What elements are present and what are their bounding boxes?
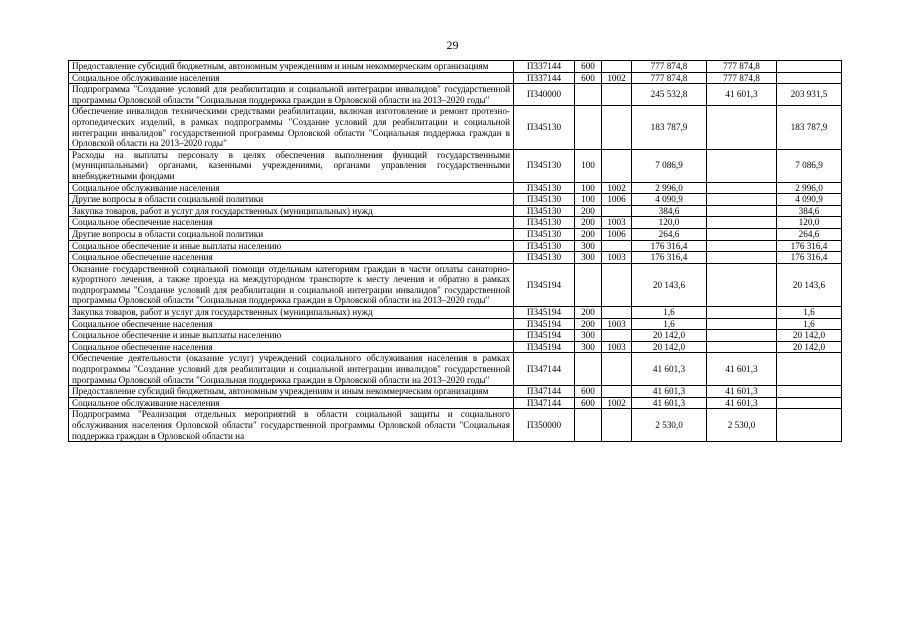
amount-third-cell [777, 61, 842, 73]
section-code-cell: 1006 [602, 228, 632, 240]
amount-second-cell: 41 601,3 [707, 386, 777, 398]
amount-second-cell [707, 194, 777, 206]
expense-type-cell: 600 [575, 72, 602, 84]
amount-second-cell [707, 341, 777, 353]
target-code-cell: П345194 [514, 263, 575, 306]
amount-total-cell: 20 142,0 [632, 330, 707, 342]
amount-total-cell: 4 090,9 [632, 194, 707, 206]
item-name-cell: Обеспечение инвалидов техническими средствами реабилитации, включая изготовление и ремонт протезно-ортопедических изделий, в рамках подпрограммы "Создание условий для реабилитации и социальной интеграции инвалидов" государственной программы Орловской области "Социальная поддержка граждан в Орловской области на 2013–2020 годы" [69, 106, 514, 149]
item-name-cell: Предоставление субсидий бюджетным, автономным учреждениям и иным некоммерческим организациям [69, 386, 514, 398]
amount-third-cell: 20 142,0 [777, 341, 842, 353]
target-code-cell: П345130 [514, 149, 575, 182]
section-code-cell: 1002 [602, 72, 632, 84]
section-code-cell: 1002 [602, 397, 632, 409]
amount-third-cell [777, 72, 842, 84]
amount-third-cell: 7 086,9 [777, 149, 842, 182]
expense-type-cell: 100 [575, 194, 602, 206]
amount-third-cell: 20 142,0 [777, 330, 842, 342]
amount-second-cell: 2 530,0 [707, 409, 777, 442]
item-name-cell: Социальное обеспечение населения [69, 341, 514, 353]
section-code-cell [602, 106, 632, 149]
target-code-cell: П345194 [514, 318, 575, 330]
amount-total-cell: 777 874,8 [632, 61, 707, 73]
table-row [69, 84, 842, 106]
item-name-cell: Социальное обеспечение населения [69, 252, 514, 264]
amount-second-cell [707, 252, 777, 264]
section-code-cell [602, 263, 632, 306]
table-row [69, 217, 842, 229]
expense-type-cell [575, 106, 602, 149]
table-row [69, 106, 842, 149]
item-name-cell: Подпрограмма "Создание условий для реабилитации и социальной интеграции инвалидов" государственной программы Орловской области "Социальная поддержка граждан в Орловской области на 2013–2020 годы" [69, 84, 514, 106]
target-code-cell: П350000 [514, 409, 575, 442]
section-code-cell [602, 205, 632, 217]
target-code-cell: П347144 [514, 397, 575, 409]
amount-third-cell: 1,6 [777, 307, 842, 319]
table-row [69, 205, 842, 217]
amount-third-cell [777, 386, 842, 398]
amount-second-cell [707, 205, 777, 217]
expense-type-cell: 300 [575, 252, 602, 264]
amount-second-cell [707, 228, 777, 240]
section-code-cell: 1003 [602, 252, 632, 264]
target-code-cell: П337144 [514, 61, 575, 73]
expense-type-cell: 200 [575, 318, 602, 330]
expense-type-cell: 600 [575, 386, 602, 398]
expense-type-cell [575, 263, 602, 306]
amount-total-cell: 41 601,3 [632, 353, 707, 386]
amount-total-cell: 20 143,6 [632, 263, 707, 306]
amount-second-cell [707, 217, 777, 229]
amount-total-cell: 176 316,4 [632, 240, 707, 252]
expense-type-cell: 200 [575, 228, 602, 240]
expense-type-cell: 300 [575, 330, 602, 342]
section-code-cell [602, 386, 632, 398]
item-name-cell: Другие вопросы в области социальной политики [69, 194, 514, 206]
target-code-cell: П345130 [514, 205, 575, 217]
amount-total-cell: 1,6 [632, 318, 707, 330]
amount-total-cell: 120,0 [632, 217, 707, 229]
amount-total-cell: 41 601,3 [632, 397, 707, 409]
table-row [69, 149, 842, 182]
page-number: 29 [446, 38, 459, 52]
item-name-cell: Расходы на выплаты персоналу в целях обеспечения выполнения функций государственными (муниципальными) органами, казенными учреждениями, органами управления государственными внебюджетными фондами [69, 149, 514, 182]
expense-type-cell [575, 353, 602, 386]
table-row [69, 263, 842, 306]
amount-second-cell [707, 307, 777, 319]
amount-second-cell [707, 240, 777, 252]
table-row [69, 182, 842, 194]
table-row [69, 72, 842, 84]
target-code-cell: П345130 [514, 106, 575, 149]
target-code-cell: П347144 [514, 353, 575, 386]
section-code-cell [602, 307, 632, 319]
target-code-cell: П340000 [514, 84, 575, 106]
amount-total-cell: 41 601,3 [632, 386, 707, 398]
amount-total-cell: 264,6 [632, 228, 707, 240]
expense-type-cell [575, 409, 602, 442]
amount-second-cell: 41 601,3 [707, 84, 777, 106]
amount-total-cell: 384,6 [632, 205, 707, 217]
amount-second-cell [707, 149, 777, 182]
target-code-cell: П345130 [514, 194, 575, 206]
expense-type-cell: 100 [575, 149, 602, 182]
amount-third-cell: 183 787,9 [777, 106, 842, 149]
table-row [69, 409, 842, 442]
amount-second-cell: 777 874,8 [707, 61, 777, 73]
target-code-cell: П345194 [514, 330, 575, 342]
expense-type-cell: 600 [575, 61, 602, 73]
amount-total-cell: 176 316,4 [632, 252, 707, 264]
target-code-cell: П345130 [514, 240, 575, 252]
amount-total-cell: 2 996,0 [632, 182, 707, 194]
section-code-cell [602, 409, 632, 442]
amount-total-cell: 183 787,9 [632, 106, 707, 149]
section-code-cell [602, 353, 632, 386]
amount-third-cell: 120,0 [777, 217, 842, 229]
item-name-cell: Социальное обеспечение населения [69, 217, 514, 229]
section-code-cell: 1006 [602, 194, 632, 206]
amount-total-cell: 1,6 [632, 307, 707, 319]
expense-type-cell: 300 [575, 341, 602, 353]
target-code-cell: П345130 [514, 217, 575, 229]
budget-table [68, 60, 842, 442]
amount-third-cell: 384,6 [777, 205, 842, 217]
target-code-cell: П345130 [514, 182, 575, 194]
target-code-cell: П347144 [514, 386, 575, 398]
expense-type-cell [575, 84, 602, 106]
amount-third-cell: 203 931,5 [777, 84, 842, 106]
section-code-cell [602, 330, 632, 342]
amount-third-cell: 2 996,0 [777, 182, 842, 194]
amount-third-cell [777, 353, 842, 386]
target-code-cell: П345130 [514, 228, 575, 240]
section-code-cell [602, 240, 632, 252]
amount-second-cell [707, 330, 777, 342]
item-name-cell: Социальное обеспечение и иные выплаты населению [69, 330, 514, 342]
item-name-cell: Социальное обслуживание населения [69, 397, 514, 409]
table-row [69, 330, 842, 342]
amount-third-cell: 1,6 [777, 318, 842, 330]
table-row [69, 307, 842, 319]
section-code-cell [602, 61, 632, 73]
section-code-cell: 1003 [602, 318, 632, 330]
table-row [69, 397, 842, 409]
table-row [69, 252, 842, 264]
amount-second-cell [707, 182, 777, 194]
target-code-cell: П345194 [514, 307, 575, 319]
amount-total-cell: 245 532,8 [632, 84, 707, 106]
table-row [69, 228, 842, 240]
table-row [69, 341, 842, 353]
target-code-cell: П345194 [514, 341, 575, 353]
amount-third-cell: 264,6 [777, 228, 842, 240]
amount-third-cell: 176 316,4 [777, 252, 842, 264]
amount-second-cell [707, 318, 777, 330]
amount-third-cell: 4 090,9 [777, 194, 842, 206]
table-row [69, 386, 842, 398]
budget-table-body [69, 61, 842, 442]
section-code-cell: 1003 [602, 217, 632, 229]
item-name-cell: Социальное обеспечение населения [69, 318, 514, 330]
table-row [69, 194, 842, 206]
section-code-cell [602, 84, 632, 106]
amount-third-cell: 20 143,6 [777, 263, 842, 306]
amount-total-cell: 20 142,0 [632, 341, 707, 353]
expense-type-cell: 600 [575, 397, 602, 409]
item-name-cell: Закупка товаров, работ и услуг для государственных (муниципальных) нужд [69, 205, 514, 217]
amount-third-cell: 176 316,4 [777, 240, 842, 252]
table-row [69, 240, 842, 252]
amount-total-cell: 777 874,8 [632, 72, 707, 84]
target-code-cell: П337144 [514, 72, 575, 84]
item-name-cell: Закупка товаров, работ и услуг для государственных (муниципальных) нужд [69, 307, 514, 319]
item-name-cell: Обеспечение деятельности (оказание услуг) учреждений социального обслуживания населения в рамках подпрограммы "Создание условий для реабилитации и социальной интеграции инвалидов" государственной программы Орловской области "Социальная поддержка граждан в Орловской области на 2013–2020 годы" [69, 353, 514, 386]
section-code-cell: 1003 [602, 341, 632, 353]
amount-third-cell [777, 409, 842, 442]
amount-third-cell [777, 397, 842, 409]
table-row [69, 318, 842, 330]
section-code-cell [602, 149, 632, 182]
item-name-cell: Социальное обслуживание населения [69, 72, 514, 84]
item-name-cell: Оказание государственной социальной помощи отдельным категориям граждан в части оплаты санаторно-курортного лечения, а также проезда на междугородном транспорте к месту лечения и обратно в рамках подпрограммы "Создание условий для реабилитации и социальной интеграции инвалидов" государственной программы Орловской области "Социальная поддержка граждан в Орловской области на 2013–2020 годы" [69, 263, 514, 306]
amount-second-cell: 777 874,8 [707, 72, 777, 84]
amount-second-cell [707, 263, 777, 306]
expense-type-cell: 200 [575, 217, 602, 229]
expense-type-cell: 200 [575, 205, 602, 217]
item-name-cell: Подпрограмма "Реализация отдельных мероприятий в области социальной защиты и социального обслуживания населения Орловской области" государственной программы Орловской области "Социальная поддержка граждан в Орловской области на [69, 409, 514, 442]
amount-total-cell: 7 086,9 [632, 149, 707, 182]
item-name-cell: Предоставление субсидий бюджетным, автономным учреждениям и иным некоммерческим организациям [69, 61, 514, 73]
expense-type-cell: 100 [575, 182, 602, 194]
target-code-cell: П345130 [514, 252, 575, 264]
expense-type-cell: 300 [575, 240, 602, 252]
amount-total-cell: 2 530,0 [632, 409, 707, 442]
amount-second-cell: 41 601,3 [707, 353, 777, 386]
item-name-cell: Социальное обслуживание населения [69, 182, 514, 194]
expense-type-cell: 200 [575, 307, 602, 319]
amount-second-cell: 41 601,3 [707, 397, 777, 409]
table-row [69, 61, 842, 73]
table-row [69, 353, 842, 386]
item-name-cell: Социальное обеспечение и иные выплаты населению [69, 240, 514, 252]
item-name-cell: Другие вопросы в области социальной политики [69, 228, 514, 240]
section-code-cell: 1002 [602, 182, 632, 194]
amount-second-cell [707, 106, 777, 149]
